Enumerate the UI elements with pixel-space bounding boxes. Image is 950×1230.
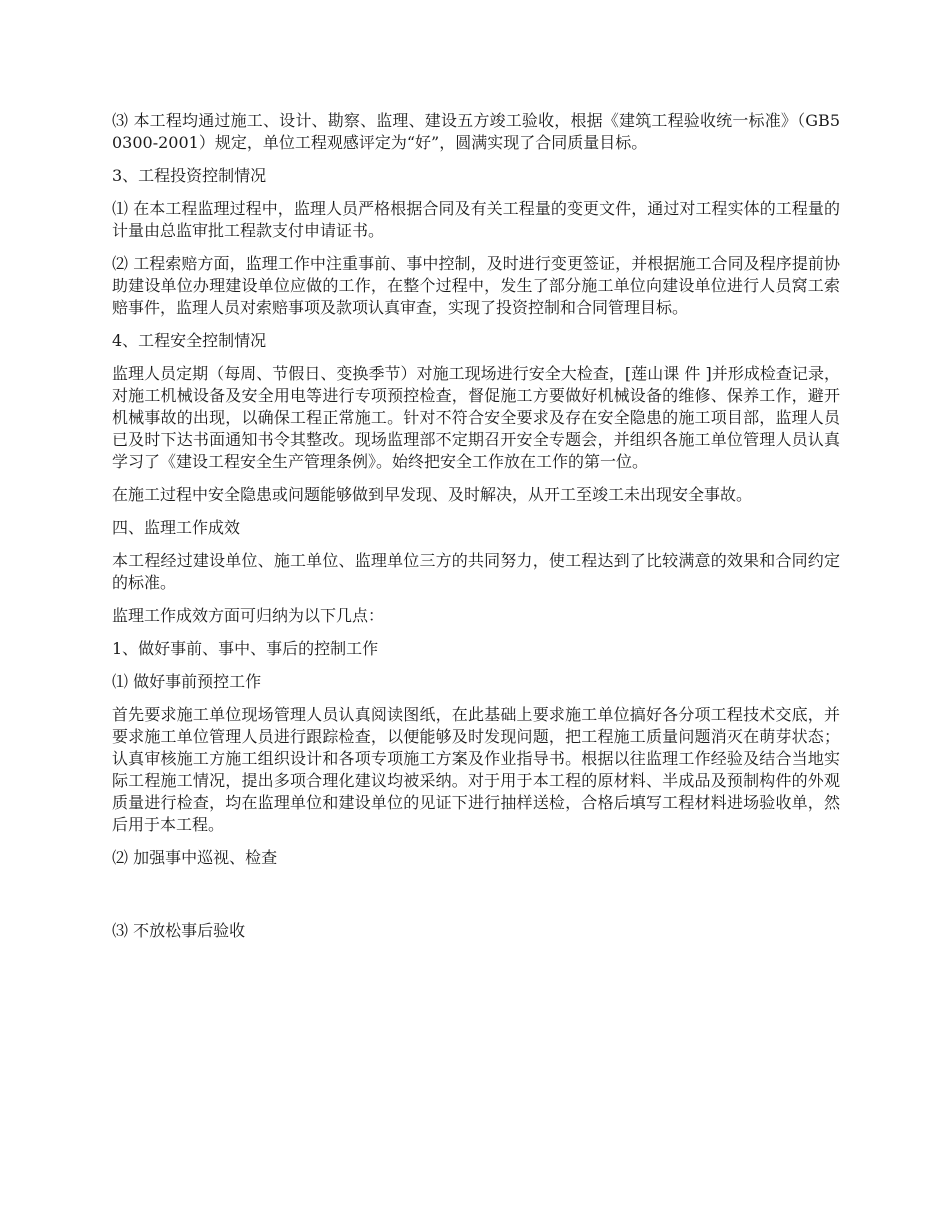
subheading-in-process-inspection: ⑵ 加强事中巡视、检查	[112, 848, 278, 867]
heading-safety-control: 4、工程安全控制情况	[112, 331, 267, 350]
paragraph-safety-result: 在施工过程中安全隐患或问题能够做到早发现、及时解决，从开工至竣工未出现安全事故。	[112, 485, 753, 504]
paragraph-safety-inspection: 监理人员定期（每周、节假日、变换季节）对施工现场进行安全大检查，[莲山课 件 ]并形成检查记录，对施工机械设备及安全用电等进行专项预控检查，督促施工方要做好机械设备的维修、保养工作，避开机械事故的出现，以确保工程正常施工。针对不符合安全要求及存在安全隐患的施工项目部，监理人员已及时下达书面通知书令其整改。现场监理部不定期召开安全专题会，并组织各施工单位管理人员认真学习了《建设工程安全生产管理条例》。始终把安全工作放在工作的第一位。	[112, 364, 840, 471]
paragraph-quality-acceptance: ⑶ 本工程均通过施工、设计、勘察、监理、建设五方竣工验收，根据《建筑工程验收统一标准》（GB50300-2001）规定，单位工程观感评定为“好”，圆满实现了合同质量目标。	[112, 111, 840, 152]
subheading-pre-control: ⑴ 做好事前预控工作	[112, 672, 262, 691]
heading-investment-control: 3、工程投资控制情况	[112, 166, 267, 185]
paragraph-claims: ⑵ 工程索赔方面，监理工作中注重事前、事中控制，及时进行变更签证，并根据施工合同及程序提前协助建设单位办理建设单位应做的工作，在整个过程中，发生了部分施工单位向建设单位进行人员窝工索赔事件，监理人员对索赔事项及款项认真审查，实现了投资控制和合同管理目标。	[112, 254, 840, 317]
paragraph-quantity-measurement: ⑴ 在本工程监理过程中，监理人员严格根据合同及有关工程量的变更文件，通过对工程实体的工程量的计量由总监审批工程款支付申请证书。	[112, 199, 840, 240]
heading-supervision-results: 四、监理工作成效	[112, 518, 241, 537]
document-page	[112, 110, 840, 953]
heading-control-work: 1、做好事前、事中、事后的控制工作	[112, 639, 379, 658]
paragraph-pre-control: 首先要求施工单位现场管理人员认真阅读图纸，在此基础上要求施工单位搞好各分项工程技术交底，并要求施工单位管理人员进行跟踪检查，以便能够及时发现问题，把工程施工质量问题消灭在萌芽状态；认真审核施工方施工组织设计和各项专项施工方案及作业指导书。根据以往监理工作经验及结合当地实际工程施工情况，提出多项合理化建议均被采纳。对于用于本工程的原材料、半成品及预制构件的外观质量进行检查，均在监理单位和建设单位的见证下进行抽样送检，合格后填写工程材料进场验收单，然后用于本工程。	[112, 705, 840, 834]
subheading-post-acceptance: ⑶ 不放松事后验收	[112, 921, 246, 940]
paragraph-summary-intro: 监理工作成效方面可归纳为以下几点：	[112, 606, 385, 625]
paragraph-joint-effort: 本工程经过建设单位、施工单位、监理单位三方的共同努力，使工程达到了比较满意的效果和合同约定的标准。	[112, 551, 840, 592]
